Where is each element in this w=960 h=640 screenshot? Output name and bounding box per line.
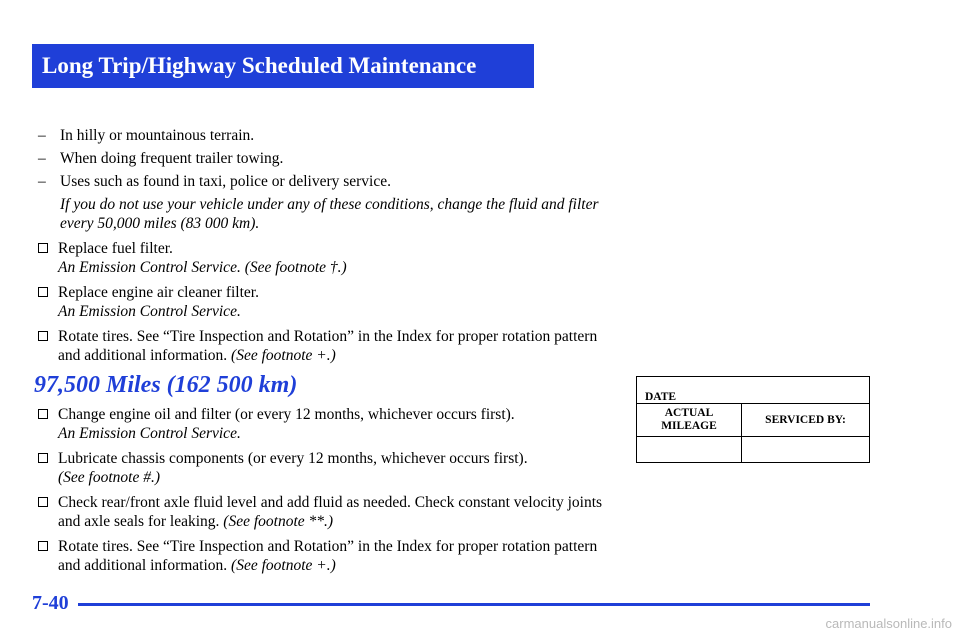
- checklist-item: [38, 327, 618, 365]
- dash-bullet: –: [38, 173, 46, 190]
- item-text: Lubricate chassis components (or every 12 months, whichever occurs first).: [58, 450, 528, 467]
- actual-mileage-label: ACTUAL MILEAGE: [661, 407, 717, 432]
- checklist-item: [38, 449, 618, 487]
- item-text: Replace fuel filter.: [58, 240, 173, 257]
- checklist-item: [38, 537, 618, 575]
- condition-item: [38, 172, 618, 191]
- condition-item: [38, 126, 618, 145]
- item-subnote: An Emission Control Service.: [58, 425, 241, 442]
- item-text: Check rear/front axle fluid level and add fluid as needed. Check constant velocity joints and axle seals for leaking.: [58, 494, 603, 530]
- item-text: Replace engine air cleaner filter.: [58, 284, 259, 301]
- dash-bullet: –: [38, 127, 46, 144]
- item-footnote: (See footnote **.): [223, 513, 334, 530]
- item-subnote: An Emission Control Service. (See footnote †.): [58, 259, 347, 276]
- checkbox-icon: [38, 243, 48, 253]
- item-text: Change engine oil and filter (or every 12 months, whichever occurs first).: [58, 406, 515, 423]
- checklist-item: [38, 283, 618, 321]
- checklist-item: [38, 493, 618, 531]
- actual-mileage-header: [637, 404, 742, 437]
- condition-text: In hilly or mountainous terrain.: [60, 127, 255, 144]
- dash-bullet: –: [38, 150, 46, 167]
- checkbox-icon: [38, 497, 48, 507]
- conditions-note: If you do not use your vehicle under any of these conditions, change the fluid and filter every 50,000 miles (83 000 km).: [60, 196, 599, 232]
- item-subnote: (See footnote #.): [58, 469, 161, 486]
- item-text: Rotate tires. See “Tire Inspection and Rotation” in the Index for proper rotation pattern and additional information.: [58, 328, 598, 364]
- header-bar: [32, 44, 534, 88]
- maintenance-content: [34, 126, 618, 581]
- watermark: carmanualsonline.info: [825, 616, 952, 631]
- condition-text: Uses such as found in taxi, police or delivery service.: [60, 173, 392, 190]
- footer-rule: [78, 603, 870, 606]
- checkbox-icon: [38, 541, 48, 551]
- serviced-by-field[interactable]: [742, 437, 870, 463]
- item-footnote: (See footnote +.): [231, 347, 336, 364]
- checklist-item: [38, 405, 618, 443]
- checkbox-icon: [38, 453, 48, 463]
- item-footnote: (See footnote +.): [231, 557, 336, 574]
- date-field[interactable]: DATE: [637, 377, 870, 404]
- item-text: Rotate tires. See “Tire Inspection and Rotation” in the Index for proper rotation pattern and additional information.: [58, 538, 598, 574]
- item-subnote: An Emission Control Service.: [58, 303, 241, 320]
- service-record-table: [636, 376, 870, 463]
- section-heading: 97,500 Miles (162 500 km): [34, 372, 298, 398]
- checkbox-icon: [38, 409, 48, 419]
- checklist-item: [38, 239, 618, 277]
- serviced-by-header: SERVICED BY:: [742, 404, 870, 437]
- condition-text: When doing frequent trailer towing.: [60, 150, 284, 167]
- actual-mileage-field[interactable]: [637, 437, 742, 463]
- page-title: Long Trip/Highway Scheduled Maintenance: [42, 53, 477, 78]
- page-number: 7-40: [32, 592, 69, 614]
- condition-item: [38, 149, 618, 168]
- checkbox-icon: [38, 331, 48, 341]
- checkbox-icon: [38, 287, 48, 297]
